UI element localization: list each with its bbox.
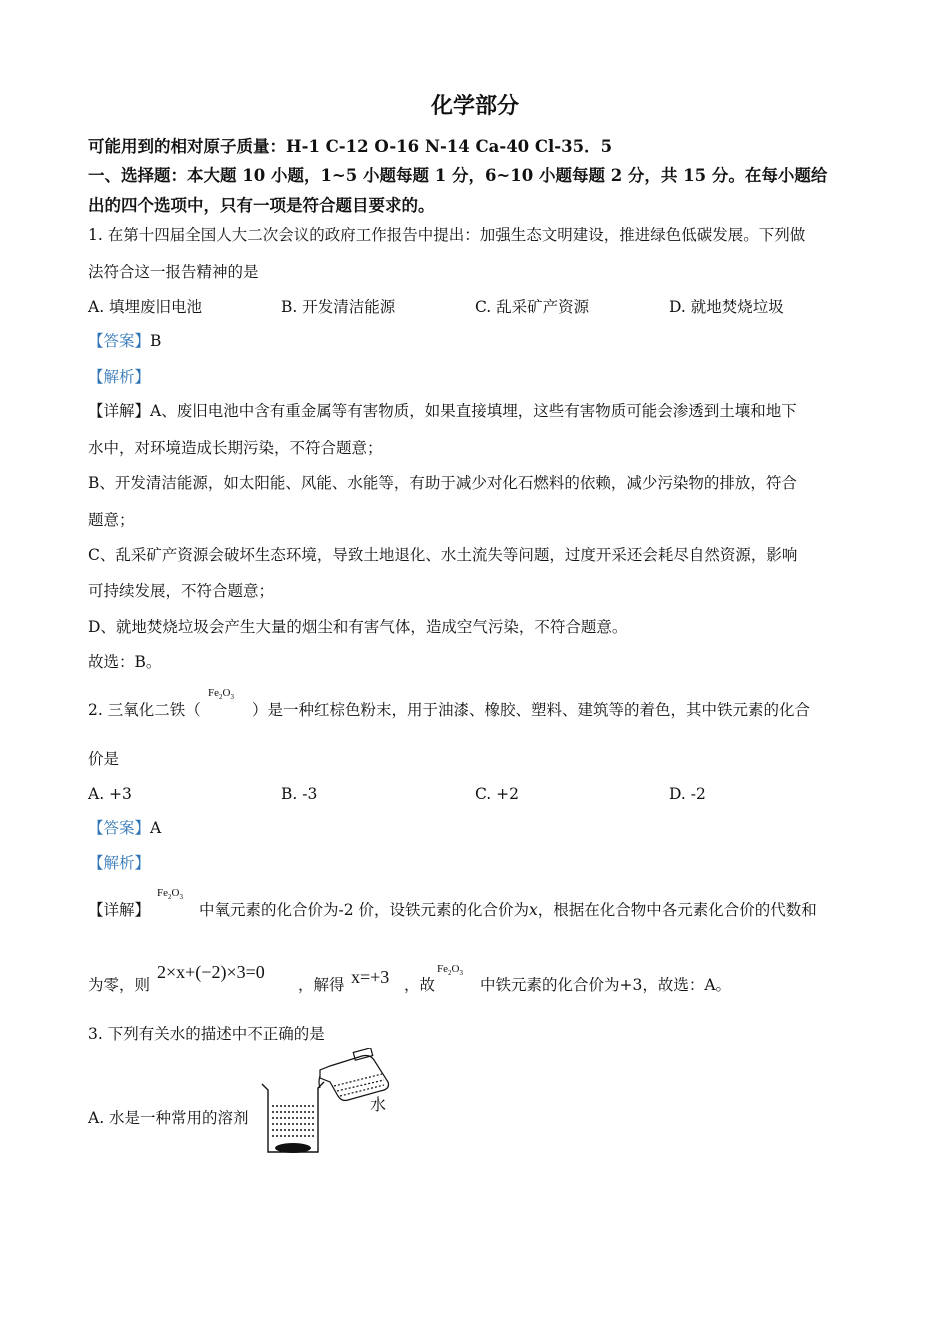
q1-stem-line2: 法符合这一报告精神的是 [88, 263, 259, 281]
q2-detail-line2b: ，解得 [298, 976, 345, 994]
answer-value: B [150, 332, 162, 350]
formula-fe: Fe [437, 963, 448, 975]
formula-sub: 2 [219, 693, 223, 702]
q2-option-b: B. -3 [281, 785, 318, 803]
q2-formula [208, 686, 234, 704]
formula-o: O [222, 687, 231, 699]
q2-analysis-tag: 【解析】 [88, 854, 151, 872]
q2-equation: 2×x+(−2)×3=0 [157, 962, 265, 982]
q1-option-c: C. 乱采矿产资源 [475, 298, 590, 316]
q2-stem-a: 2. 三氧化二铁（ [88, 701, 201, 719]
detail-text: ，根据在化合物中各元素化合价的代数和 [537, 901, 817, 919]
answer-value: A [150, 819, 162, 837]
q2-formula-inline2 [437, 962, 463, 980]
q3-stem: 3. 下列有关水的描述中不正确的是 [88, 1025, 325, 1043]
answer-tag: 【答案】 [88, 332, 151, 350]
formula-o: O [451, 963, 460, 975]
q2-solution: x=+3 [351, 967, 390, 987]
q2-detail-line2c: ，故 [404, 976, 436, 994]
formula-sub: 3 [179, 893, 183, 902]
formula-sub: 3 [230, 693, 234, 702]
water-label: 水 [370, 1095, 387, 1114]
q2-answer [88, 818, 161, 838]
q2-option-d: D. -2 [669, 785, 706, 803]
beaker-icon [262, 1082, 324, 1152]
section-heading-line2: 出的四个选项中，只有一项是符合题目要求的。 [88, 196, 435, 215]
section-heading-line1: 一、选择题：本大题 10 小题，1~5 小题每题 1 分，6~10 小题每题 2 分，共 15 分。在每小题给 [88, 166, 828, 185]
q2-formula-inline [157, 886, 183, 904]
formula-o: O [171, 887, 180, 899]
q1-detail-line1 [88, 401, 797, 421]
bottle-icon [319, 1048, 389, 1101]
q2-detail-tag: 【详解】 [88, 901, 151, 919]
variable-x: x [529, 901, 538, 919]
formula-fe: Fe [157, 887, 168, 899]
q1-answer [88, 331, 161, 351]
detail-text: 中氧元素的化合价为-2 价，设铁元素的化合价为 [199, 901, 530, 919]
q1-option-b: B. 开发清洁能源 [281, 298, 396, 316]
atomic-masses: 可能用到的相对原子质量：H-1 C-12 O-16 N-14 Ca-40 Cl-35．5 [88, 137, 613, 156]
q3-option-a: A. 水是一种常用的溶剂 [88, 1109, 249, 1127]
q1-option-a: A. 填埋废旧电池 [88, 298, 203, 316]
q1-detail-line3: B、开发清洁能源，如太阳能、风能、水能等，有助于减少对化石燃料的依赖，减少污染物的排放，符合 [88, 474, 797, 492]
q1-analysis-tag: 【解析】 [88, 368, 151, 386]
formula-sub: 2 [448, 969, 452, 978]
q1-detail-line4: 题意； [88, 511, 135, 529]
detail-tag: 【详解】 [88, 402, 151, 420]
formula-sub: 2 [168, 893, 172, 902]
page-title: 化学部分 [430, 93, 519, 119]
q2-detail-line1 [199, 900, 817, 920]
beaker-figure [258, 1048, 403, 1158]
detail-text: A、废旧电池中含有重金属等有害物质，如果直接填埋，这些有害物质可能会渗透到土壤和地下 [150, 402, 797, 420]
answer-tag: 【答案】 [88, 819, 151, 837]
q1-detail-line7: D、就地焚烧垃圾会产生大量的烟尘和有害气体，造成空气污染，不符合题意。 [88, 618, 628, 636]
solid-sediment [275, 1143, 311, 1153]
q1-detail-line8: 故选：B。 [88, 653, 162, 671]
q1-stem-line1: 1. 在第十四届全国人大二次会议的政府工作报告中提出：加强生态文明建设，推进绿色低碳发展。下列做 [88, 226, 806, 244]
formula-fe: Fe [208, 687, 219, 699]
q2-stem-b: ）是一种红棕色粉末，用于油漆、橡胶、塑料、建筑等的着色，其中铁元素的化合 [252, 701, 811, 719]
q2-stem-line2: 价是 [88, 750, 120, 768]
q1-detail-line6: 可持续发展，不符合题意； [88, 582, 275, 600]
formula-sub: 3 [459, 969, 463, 978]
q1-detail-line2: 水中，对环境造成长期污染，不符合题意； [88, 439, 383, 457]
q2-option-c: C. +2 [475, 785, 520, 803]
q1-detail-line5: C、乱采矿产资源会破坏生态环境，导致土地退化、水土流失等问题，过度开采还会耗尽自然资源，影响 [88, 546, 798, 564]
q2-detail-line2a: 为零，则 [88, 976, 151, 994]
q1-option-d: D. 就地焚烧垃圾 [669, 298, 784, 316]
q2-detail-line2d: 中铁元素的化合价为+3，故选：A。 [480, 976, 732, 994]
q2-option-a: A. +3 [88, 785, 132, 803]
